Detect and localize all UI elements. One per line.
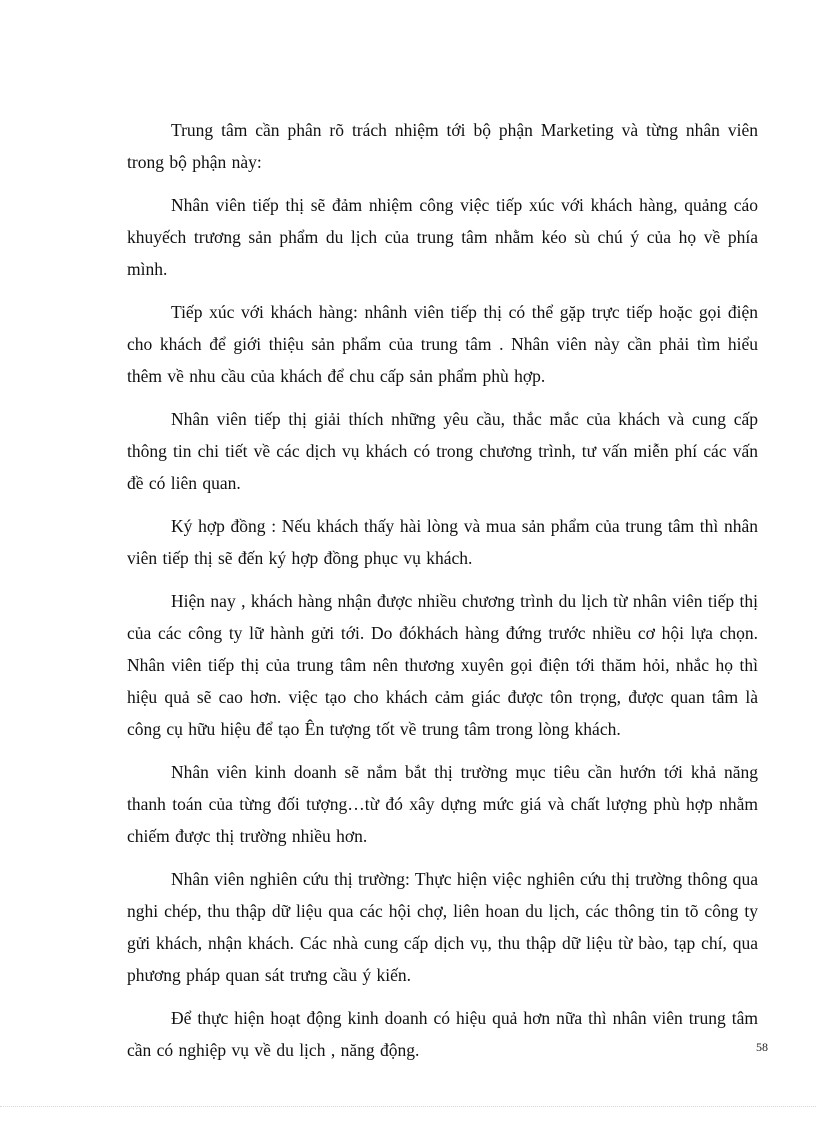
paragraph-1: Trung tâm cần phân rõ trách nhiệm tới bộ phận Marketing và từng nhân viên trong bộ phận này: xyxy=(127,120,758,172)
paragraph-3: Tiếp xúc với khách hàng: nhânh viên tiếp thị có thể gặp trực tiếp hoặc gọi điện cho khách để giới thiệu sản phẩm của trung tâm . Nhân viên này cần phải tìm hiểu thêm về nhu cầu của khách để chu cấp sản phẩm phù hợp. xyxy=(127,302,758,386)
paragraph-2: Nhân viên tiếp thị sẽ đảm nhiệm công việc tiếp xúc với khách hàng, quảng cáo khuyếch trương sản phẩm du lịch của trung tâm nhằm kéo sù chú ý của họ về phía mình. xyxy=(127,195,758,279)
page-bottom-divider xyxy=(0,1106,816,1107)
document-body xyxy=(127,114,758,1077)
paragraph-4: Nhân viên tiếp thị giải thích những yêu cầu, thắc mắc của khách và cung cấp thông tin chi tiết về các dịch vụ khách có trong chương trình, tư vấn miễn phí các vấn đề có liên quan. xyxy=(127,409,758,493)
page-number: 58 xyxy=(756,1040,768,1054)
paragraph-7: Nhân viên kinh doanh sẽ nắm bắt thị trường mục tiêu cần hướn tới khả năng thanh toán của từng đối tượng…từ đó xây dựng mức giá và chất lượng phù hợp nhằm chiếm được thị trường nhiều hơn. xyxy=(127,762,758,846)
paragraph-9: Để thực hiện hoạt động kinh doanh có hiệu quả hơn nữa thì nhân viên trung tâm cần có nghiệp vụ về du lịch , năng động. xyxy=(127,1008,758,1060)
paragraph-8: Nhân viên nghiên cứu thị trường: Thực hiện việc nghiên cứu thị trường thông qua nghi chép, thu thập dữ liệu qua các hội chợ, liên hoan du lịch, các thông tin tõ công ty gửi khách, nhận khách. Các nhà cung cấp dịch vụ, thu thập dữ liệu từ bào, tạp chí, qua phương pháp quan sát trưng cầu ý kiến. xyxy=(127,869,758,985)
paragraph-5: Ký hợp đồng : Nếu khách thấy hài lòng và mua sản phẩm của trung tâm thì nhân viên tiếp thị sẽ đến ký hợp đồng phục vụ khách. xyxy=(127,516,758,568)
paragraph-6: Hiện nay , khách hàng nhận được nhiều chương trình du lịch từ nhân viên tiếp thị của các công ty lữ hành gửi tới. Do đókhách hàng đứng trước nhiều cơ hội lựa chọn. Nhân viên tiếp thị của trung tâm nên thương xuyên gọi điện tới thăm hỏi, nhắc họ thì hiệu quả sẽ cao hơn. việc tạo cho khách cảm giác được tôn trọng, được quan tâm là công cụ hữu hiệu để tạo Ên tượng tốt về trung tâm trong lòng khách. xyxy=(127,591,758,739)
